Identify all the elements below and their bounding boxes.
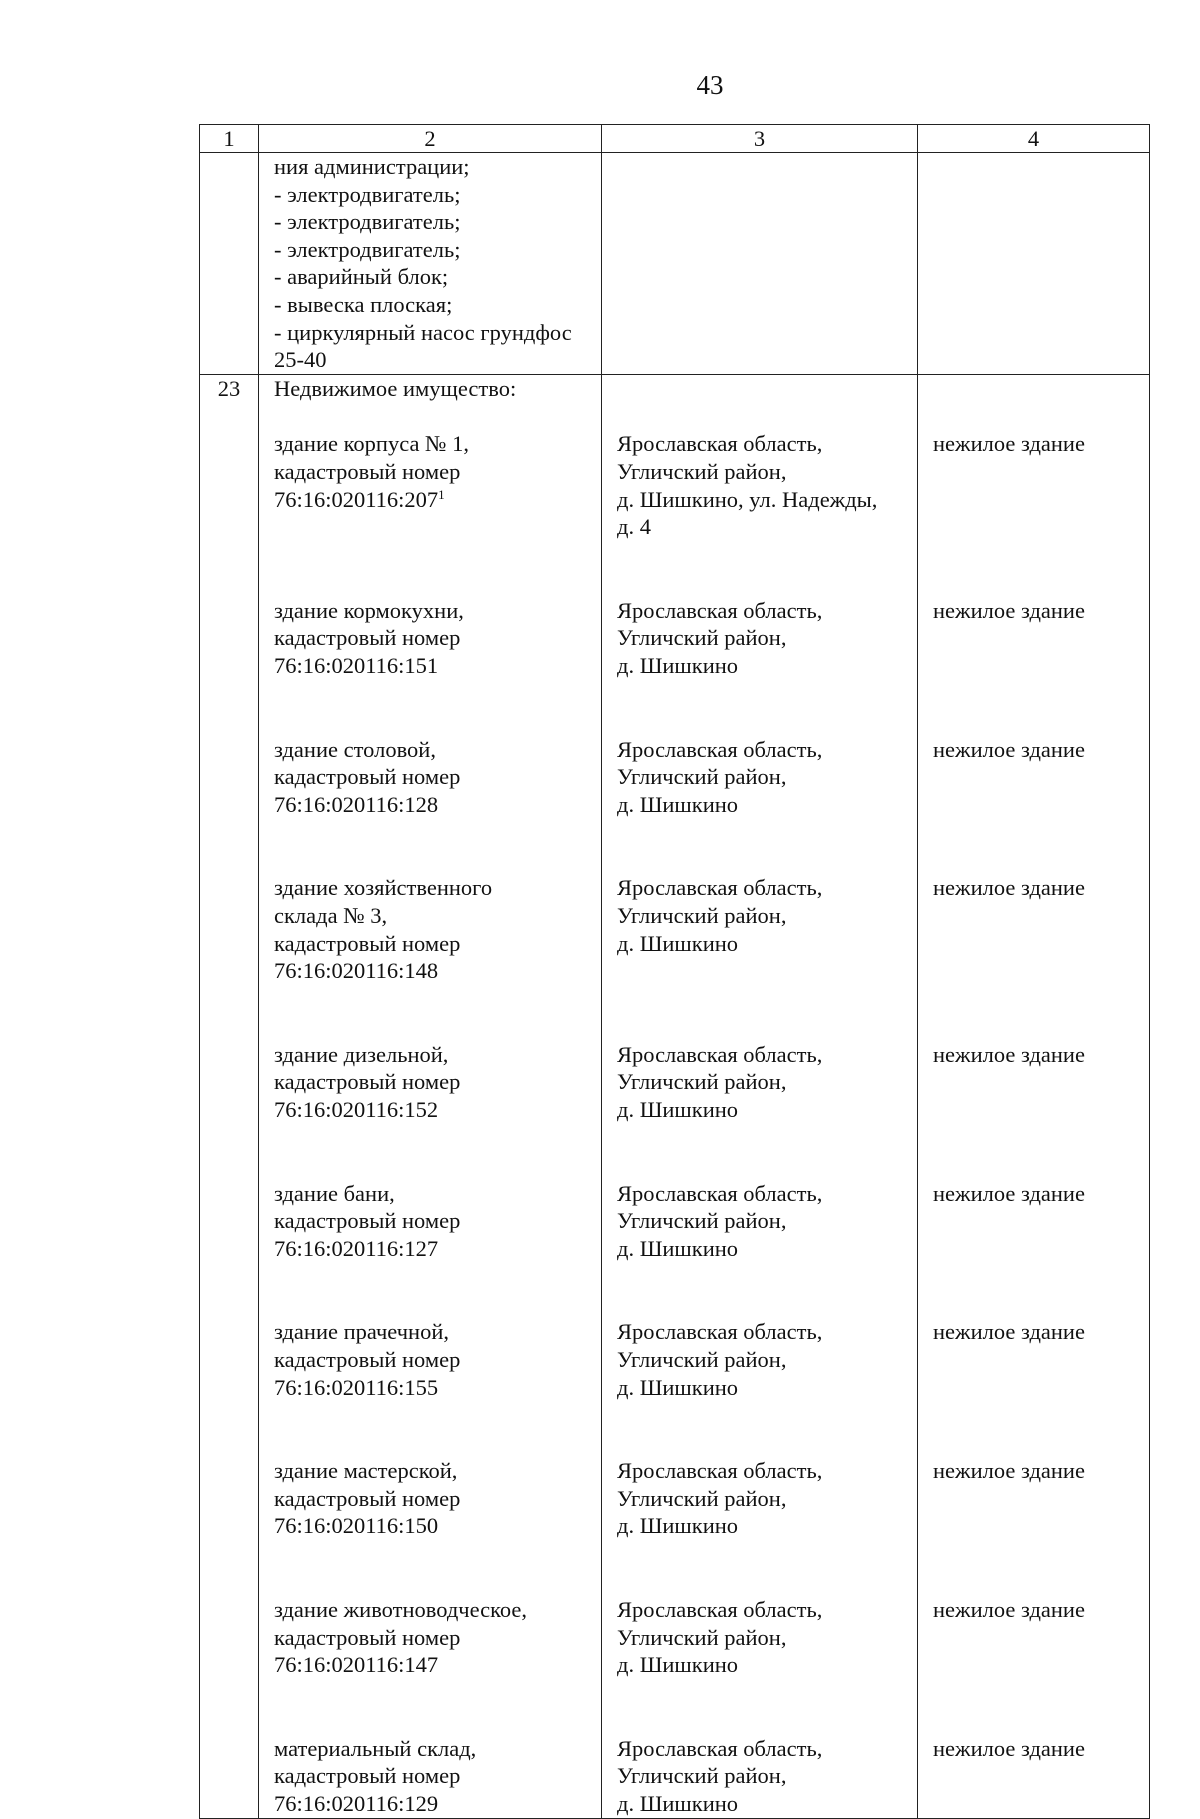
property-type-text: нежилое здание — [933, 597, 1085, 623]
property-type — [933, 1318, 1145, 1401]
property-name-line: здание мастерской, — [274, 1458, 458, 1484]
property-name-line: кадастровый номер — [274, 458, 461, 484]
property-type — [933, 1457, 1145, 1540]
property-address-line: Угличский район, — [617, 625, 787, 651]
entry-spacer — [933, 1401, 1145, 1457]
property-address — [617, 1180, 911, 1263]
property-type — [933, 1596, 1145, 1679]
entry-spacer — [274, 541, 597, 597]
continuation-line: 25-40 — [274, 347, 327, 373]
property-name-line: здание столовой, — [274, 736, 436, 762]
property-address-line: Ярославская область, — [617, 1180, 823, 1206]
property-name-line: 76:16:020116:128 — [274, 791, 439, 817]
continuation-address-cell — [602, 153, 918, 375]
entry-spacer — [933, 1540, 1145, 1596]
property-type-text: нежилое здание — [933, 1596, 1085, 1622]
property-name-line: кадастровый номер — [274, 764, 461, 790]
property-name-line: здание прачечной, — [274, 1319, 450, 1345]
page-number: 43 — [696, 70, 724, 100]
property-name-line: 76:16:020116:148 — [274, 958, 439, 984]
entry-spacer — [933, 1262, 1145, 1318]
property-name — [274, 1596, 597, 1679]
property-address-line: д. Шишкино — [617, 1652, 739, 1678]
property-address — [617, 1457, 911, 1540]
property-name-line: кадастровый номер — [274, 1485, 461, 1511]
header-row — [200, 125, 1150, 153]
property-table — [199, 124, 1150, 1819]
entry-spacer — [933, 680, 1145, 736]
property-address-line: Угличский район, — [617, 1485, 787, 1511]
property-address-line: д. Шишкино — [617, 791, 739, 817]
property-name-line: кадастровый номер — [274, 1208, 461, 1234]
property-name-line: здание корпуса № 1, — [274, 431, 470, 457]
property-name-line: здание животноводческое, — [274, 1596, 528, 1622]
property-name — [274, 874, 597, 984]
entry-spacer — [617, 1679, 911, 1735]
property-address-line: д. Шишкино — [617, 1374, 739, 1400]
property-name — [274, 736, 597, 819]
entry-spacer — [617, 680, 911, 736]
property-address — [617, 1318, 911, 1401]
property-type — [933, 874, 1145, 984]
property-type — [933, 736, 1145, 819]
entry-spacer — [617, 985, 911, 1041]
property-address-line: Ярославская область, — [617, 597, 823, 623]
property-type-text: нежилое здание — [933, 1458, 1085, 1484]
property-name-line: кадастровый номер — [274, 1346, 461, 1372]
entry-spacer — [617, 1262, 911, 1318]
property-type-text: нежилое здание — [933, 736, 1085, 762]
property-address-line: д. Шишкино — [617, 1096, 739, 1122]
continuation-items-cell — [259, 153, 602, 375]
entry-spacer — [933, 402, 1145, 430]
property-name — [274, 1457, 597, 1540]
property-type-text: нежилое здание — [933, 1180, 1085, 1206]
entry-spacer — [274, 1679, 597, 1735]
property-name — [274, 430, 597, 540]
property-name-line: склада № 3, — [274, 902, 388, 928]
property-name-line: 76:16:020116:151 — [274, 652, 439, 678]
property-name-line: 76:16:020116:127 — [274, 1235, 439, 1261]
property-address — [617, 1596, 911, 1679]
entry-spacer — [617, 402, 911, 430]
property-name — [274, 1180, 597, 1263]
property-type-text: нежилое здание — [933, 875, 1085, 901]
property-name — [274, 1318, 597, 1401]
property-address-line: д. Шишкино — [617, 1513, 739, 1539]
property-address — [617, 736, 911, 819]
property-name — [274, 1041, 597, 1124]
property-name-line: кадастровый номер — [274, 930, 461, 956]
property-name-line: кадастровый номер — [274, 625, 461, 651]
property-address-line: Угличский район, — [617, 764, 787, 790]
entry-spacer — [617, 1540, 911, 1596]
header-col-4: 4 — [918, 125, 1150, 153]
property-name-line: здание бани, — [274, 1180, 395, 1206]
property-address-line: Ярославская область, — [617, 875, 823, 901]
entry-spacer — [274, 985, 597, 1041]
header-col-2: 2 — [259, 125, 602, 153]
property-type-text: нежилое здание — [933, 1735, 1085, 1761]
property-address-line: Угличский район, — [617, 458, 787, 484]
entry-spacer — [274, 1401, 597, 1457]
property-address-line: д. Шишкино — [617, 930, 739, 956]
property-address — [617, 1041, 911, 1124]
entry-spacer — [274, 680, 597, 736]
property-name-line: 76:16:020116:147 — [274, 1652, 439, 1678]
property-name-line: 76:16:020116:150 — [274, 1513, 439, 1539]
property-name-line: здание кормокухни, — [274, 597, 464, 623]
heading-spacer — [933, 375, 1145, 403]
property-name — [274, 1735, 597, 1818]
property-addresses-cell — [602, 374, 918, 1818]
property-name-line: кадастровый номер — [274, 1069, 461, 1095]
entry-spacer — [933, 1124, 1145, 1180]
property-address-line: Ярославская область, — [617, 431, 823, 457]
property-address-line: Ярославская область, — [617, 1596, 823, 1622]
entry-spacer — [933, 1679, 1145, 1735]
heading-spacer — [617, 375, 911, 403]
property-name — [274, 597, 597, 680]
continuation-line: - вывеска плоская; — [274, 291, 453, 317]
property-address-line: Угличский район, — [617, 1346, 787, 1372]
continuation-row — [200, 153, 1150, 375]
header-col-3: 3 — [602, 125, 918, 153]
row-number: 23 — [200, 374, 259, 1818]
row-23 — [200, 374, 1150, 1818]
property-name-line: 76:16:020116:129 — [274, 1790, 439, 1816]
property-address-line: Угличский район, — [617, 1763, 787, 1789]
entry-spacer — [617, 1124, 911, 1180]
property-address — [617, 1735, 911, 1818]
entry-spacer — [274, 402, 597, 430]
property-address — [617, 874, 911, 984]
continuation-line: - электродвигатель; — [274, 236, 461, 262]
property-name-line: материальный склад, — [274, 1735, 477, 1761]
continuation-number-cell — [200, 153, 259, 375]
property-address-line: д. 4 — [617, 514, 651, 540]
entry-spacer — [274, 1262, 597, 1318]
property-address-line: Ярославская область, — [617, 1041, 823, 1067]
property-name-line: кадастровый номер — [274, 1763, 461, 1789]
property-names-cell — [259, 374, 602, 1818]
continuation-line: - электродвигатель; — [274, 209, 461, 235]
property-type — [933, 1180, 1145, 1263]
property-types-cell — [918, 374, 1150, 1818]
continuation-line: - циркулярный насос грундфос — [274, 319, 572, 345]
property-type-text: нежилое здание — [933, 1319, 1085, 1345]
header-col-1: 1 — [200, 125, 259, 153]
property-type — [933, 597, 1145, 680]
entry-spacer — [617, 541, 911, 597]
entry-spacer — [274, 1540, 597, 1596]
entry-spacer — [617, 818, 911, 874]
property-type — [933, 430, 1145, 540]
property-address-line: Угличский район, — [617, 1208, 787, 1234]
entry-spacer — [933, 985, 1145, 1041]
property-address-line: Ярославская область, — [617, 736, 823, 762]
property-name-line: здание хозяйственного — [274, 875, 493, 901]
entry-spacer — [274, 1124, 597, 1180]
property-address-line: Ярославская область, — [617, 1319, 823, 1345]
property-name-line: кадастровый номер — [274, 1624, 461, 1650]
footnote-marker: 1 — [438, 486, 445, 502]
row-heading: Недвижимое имущество: — [274, 375, 517, 401]
property-name-line: 76:16:020116:207 — [274, 486, 439, 512]
property-address-line: д. Шишкино — [617, 1235, 739, 1261]
property-type — [933, 1041, 1145, 1124]
continuation-line: - электродвигатель; — [274, 181, 461, 207]
property-type-text: нежилое здание — [933, 431, 1085, 457]
property-name-line: здание дизельной, — [274, 1041, 449, 1067]
property-address — [617, 597, 911, 680]
property-address-line: Угличский район, — [617, 1624, 787, 1650]
entry-spacer — [933, 541, 1145, 597]
entry-spacer — [617, 1401, 911, 1457]
property-address-line: Угличский район, — [617, 1069, 787, 1095]
property-type-text: нежилое здание — [933, 1041, 1085, 1067]
property-address-line: Ярославская область, — [617, 1458, 823, 1484]
property-name-line: 76:16:020116:152 — [274, 1096, 439, 1122]
property-name-line: 76:16:020116:155 — [274, 1374, 439, 1400]
continuation-type-cell — [918, 153, 1150, 375]
continuation-line: ния администрации; — [274, 154, 470, 179]
continuation-line: - аварийный блок; — [274, 264, 449, 290]
property-address-line: д. Шишкино — [617, 1790, 739, 1816]
property-address — [617, 430, 911, 540]
entry-spacer — [274, 818, 597, 874]
property-type — [933, 1735, 1145, 1818]
property-address-line: д. Шишкино — [617, 652, 739, 678]
entry-spacer — [933, 818, 1145, 874]
property-address-line: д. Шишкино, ул. Надежды, — [617, 486, 878, 512]
property-address-line: Ярославская область, — [617, 1735, 823, 1761]
property-address-line: Угличский район, — [617, 902, 787, 928]
